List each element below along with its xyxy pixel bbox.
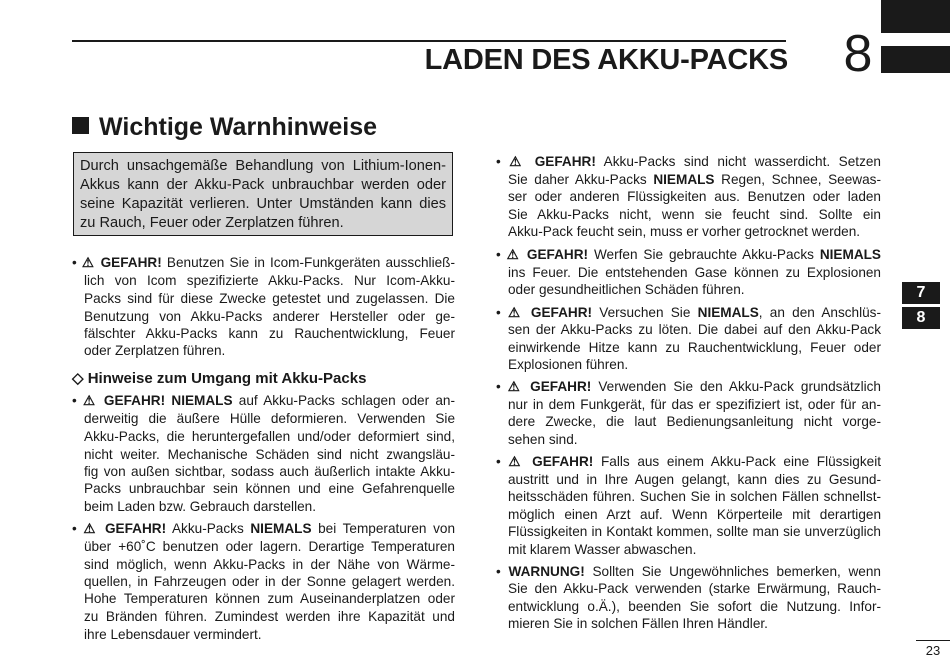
body-text-line: Sie den Akku-Pack verwenden (starke Erwärmung, Rauch- bbox=[508, 581, 881, 596]
body-text-line: möglich einen Arzt auf. Wenn Körperteile mit derartigen bbox=[508, 507, 881, 522]
warning-box-line: zu Rauch, Feuer oder Zerplatzen führen. bbox=[80, 215, 344, 231]
section-heading-text: Wichtige Warnhinweise bbox=[99, 113, 378, 141]
chapter-tab-top bbox=[881, 0, 950, 33]
body-text-line: entwicklung o.Ä.), beenden Sie sofort die Nutzung. Infor- bbox=[508, 599, 881, 614]
section-heading bbox=[72, 112, 377, 142]
footer-rule bbox=[916, 640, 950, 641]
warning-box-line: seine Kapazität verlieren. Unter Umständen kann dies bbox=[80, 196, 446, 212]
body-text-line: heitsschäden führen. Suchen Sie in solchen Fällen schnellst- bbox=[508, 489, 881, 504]
body-text-line: quellen, in Fahrzeugen oder in der Sonne gelagert werden. bbox=[84, 574, 455, 589]
chapter-index-tab-8[interactable]: 8 bbox=[902, 307, 940, 329]
body-text-line: austritt und in Ihre Augen gelangt, kann dies zu Gesund- bbox=[508, 472, 881, 487]
warning-box-line: Akkus kann der Akku-Pack unbrauchbar werden oder bbox=[80, 177, 446, 193]
body-text-line: fig von außen sichtbar, sodass auch äußerlich intakte Akku- bbox=[84, 464, 455, 479]
body-text-line: Flüssigkeiten in Kontakt kommen, sollte man sie unverzüglich bbox=[508, 524, 881, 539]
body-text-line: • WARNUNG! Sollten Sie Ungewöhnliches bemerken, wenn bbox=[496, 564, 881, 579]
body-text-line: über +60˚C benutzen oder lagern. Derartige Temperaturen bbox=[84, 539, 455, 554]
body-text-line: Akku-Pack feucht sein, muss er vorher getrocknet werden. bbox=[508, 224, 861, 239]
body-text-line: • ⚠ GEFAHR! Werfen Sie gebrauchte Akku-Packs NIEMALS bbox=[496, 247, 881, 262]
body-text-line: lich von Icom spezifizierte Akku-Packs. Nur Icom-Akku- bbox=[84, 273, 455, 288]
body-text-line: ins Feuer. Die entstehenden Gase können zu Explosionen bbox=[508, 265, 881, 280]
chapter-tab-bottom bbox=[881, 46, 950, 73]
body-text-line: nicht weiter. Mechanische Schäden sind nicht zwangsläu- bbox=[84, 447, 455, 462]
body-text-line: derweitig die äußere Hülle deformieren. Verwenden Sie bbox=[84, 411, 455, 426]
body-text-line: Packs sind für diese Zwecke getestet und zugelassen. Die bbox=[84, 291, 455, 306]
body-text-line: mieren Sie in solchen Fällen Ihren Händler. bbox=[508, 616, 768, 631]
body-text-line: Packs unbrauchbar sein können und eine Gefahrenquelle bbox=[84, 481, 455, 496]
chapter-index-tab-7[interactable]: 7 bbox=[902, 282, 940, 304]
warning-box bbox=[73, 152, 453, 236]
body-text-line: sen der Akku-Packs zu löten. Die dabei auf den Akku-Pack bbox=[508, 322, 881, 337]
body-text-line: • ⚠ GEFAHR! Akku-Packs NIEMALS bei Temperaturen von bbox=[72, 521, 456, 536]
body-text-line: Sie Akku-Packs nicht, wenn sie feucht sind. Sollte ein bbox=[508, 207, 881, 222]
body-text-line: Akku-Packs, die heruntergefallen und/oder deformiert sind, bbox=[84, 429, 455, 444]
body-text-line: zu Bränden führen. Zumindest werden ihre Kapazität und bbox=[84, 609, 455, 624]
body-text-line: mit klarem Wasser abwaschen. bbox=[508, 542, 697, 557]
square-bullet-icon bbox=[72, 117, 89, 134]
body-text-line: Sie daher Akku-Packs NIEMALS Regen, Schnee, Seewas- bbox=[508, 172, 881, 187]
body-text-line: sehen sind. bbox=[508, 432, 578, 447]
diamond-icon: ◇ bbox=[72, 370, 84, 387]
chapter-title: LADEN DES AKKU-PACKS bbox=[424, 44, 788, 76]
page-number: 23 bbox=[925, 643, 941, 658]
body-text-line: Hohe Temperaturen können zum Auseinanderplatzen oder bbox=[84, 591, 455, 606]
body-text-line: • ⚠ GEFAHR! Versuchen Sie NIEMALS, an den Anschlüs- bbox=[496, 305, 881, 320]
body-text-line: oder gesundheitlichen Schäden führen. bbox=[508, 282, 745, 297]
body-text-line: • ⚠ GEFAHR! Verwenden Sie den Akku-Pack grundsätzlich bbox=[496, 379, 881, 394]
body-text-line: • ⚠ GEFAHR! Akku-Packs sind nicht wasserdicht. Setzen bbox=[496, 154, 881, 169]
body-text-line: nur in dem Funkgerät, für das er spezifiziert ist, oder für an- bbox=[508, 397, 881, 412]
body-text-line: • ⚠ GEFAHR! NIEMALS auf Akku-Packs schlagen oder an- bbox=[72, 393, 455, 408]
body-text-line: sind möglich, wenn Akku-Packs in der Nähe von Wärme- bbox=[84, 557, 455, 572]
body-text-line: oder Zerplatzen führen. bbox=[84, 343, 226, 358]
body-text-line: • ⚠ GEFAHR! Falls aus einem Akku-Pack eine Flüssigkeit bbox=[496, 454, 881, 469]
warning-box-line: Durch unsachgemäße Behandlung von Lithium-Ionen- bbox=[80, 158, 446, 174]
body-text-line: beim Laden bzw. Gebrauch darstellen. bbox=[84, 499, 316, 514]
body-text-line: Explosionen führen. bbox=[508, 357, 629, 372]
subheading bbox=[72, 370, 366, 388]
body-text-line: Benutzung von Akku-Packs anderer Hersteller oder ge- bbox=[84, 309, 455, 324]
body-text-line: einwirkende Hitze kann zu Rauchentwicklung, Feuer oder bbox=[508, 340, 881, 355]
body-text-line: ser oder anderen Flüssigkeiten aus. Benutzen oder laden bbox=[508, 189, 881, 204]
body-text-line: fälschter Akku-Packs kann zu Rauchentwicklung, Feuer bbox=[84, 326, 455, 341]
body-text-line: • ⚠ GEFAHR! Benutzen Sie in Icom-Funkgeräten ausschließ- bbox=[72, 255, 455, 270]
body-text-line: dere Zwecke, die laut Bedienungsanleitung nicht vorge- bbox=[508, 414, 881, 429]
subheading-text: Hinweise zum Umgang mit Akku-Packs bbox=[87, 370, 367, 387]
body-text-line: ihre Lebensdauer vermindert. bbox=[84, 627, 262, 642]
header-rule bbox=[72, 40, 786, 42]
chapter-number: 8 bbox=[843, 25, 873, 83]
